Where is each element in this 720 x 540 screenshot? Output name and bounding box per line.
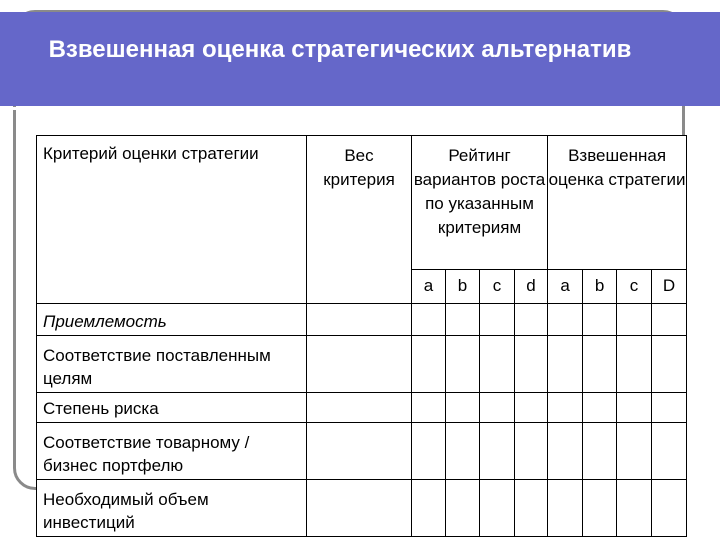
rating-cell — [412, 336, 446, 393]
title-underline — [0, 107, 636, 110]
weight-cell — [307, 393, 412, 423]
weighted-cell — [617, 480, 652, 537]
rating-col-c: c — [480, 270, 515, 304]
weighted-cell — [652, 480, 687, 537]
weighted-col-c: c — [617, 270, 652, 304]
header-criterion: Критерий оценки стратегии — [37, 136, 307, 304]
weighted-cell — [548, 304, 583, 336]
weighted-cell — [583, 336, 617, 393]
rating-col-d: d — [515, 270, 548, 304]
weighted-cell — [617, 423, 652, 480]
weighted-cell — [548, 423, 583, 480]
weight-cell — [307, 336, 412, 393]
criterion-goals-fit: Соответствие поставленным целям — [37, 336, 307, 393]
table-row — [37, 304, 687, 336]
weighted-col-b: b — [583, 270, 617, 304]
rating-cell — [480, 304, 515, 336]
weight-cell — [307, 423, 412, 480]
rating-cell — [446, 393, 480, 423]
weighted-cell — [548, 336, 583, 393]
weighted-cell — [652, 336, 687, 393]
header-rating: Рейтинг вариантов роста по указанным критериям — [412, 136, 548, 270]
weighted-cell — [583, 480, 617, 537]
weighted-evaluation-table — [36, 135, 687, 537]
rating-cell — [480, 480, 515, 537]
title-band — [0, 12, 720, 106]
rating-cell — [412, 304, 446, 336]
weighted-cell — [617, 393, 652, 423]
criterion-risk: Степень риска — [37, 393, 307, 423]
rating-col-a: a — [412, 270, 446, 304]
weighted-cell — [617, 304, 652, 336]
header-weighted: Взвешенная оценка стратегии — [548, 136, 687, 270]
rating-cell — [446, 423, 480, 480]
weighted-cell — [583, 423, 617, 480]
weighted-col-d: D — [652, 270, 687, 304]
slide-title: Взвешенная оценка стратегических альтернатив — [48, 36, 632, 63]
weighted-cell — [652, 423, 687, 480]
rating-cell — [446, 304, 480, 336]
criterion-acceptability: Приемлемость — [37, 304, 307, 336]
weighted-cell — [617, 336, 652, 393]
rating-cell — [515, 304, 548, 336]
weighted-cell — [548, 393, 583, 423]
rating-cell — [412, 480, 446, 537]
weighted-col-a: a — [548, 270, 583, 304]
rating-col-b: b — [446, 270, 480, 304]
rating-cell — [515, 336, 548, 393]
weighted-cell — [548, 480, 583, 537]
rating-cell — [515, 480, 548, 537]
rating-cell — [515, 423, 548, 480]
rating-cell — [515, 393, 548, 423]
table-row — [37, 336, 687, 393]
rating-cell — [412, 423, 446, 480]
table-row — [37, 423, 687, 480]
table-row — [37, 393, 687, 423]
rating-cell — [412, 393, 446, 423]
header-weight: Вес критерия — [307, 136, 412, 304]
rating-cell — [480, 393, 515, 423]
criterion-portfolio-fit: Соответствие товарному / бизнес портфелю — [37, 423, 307, 480]
rating-cell — [480, 336, 515, 393]
criterion-investment: Необходимый объем инвестиций — [37, 480, 307, 537]
header-row — [37, 136, 687, 270]
rating-cell — [446, 336, 480, 393]
weighted-cell — [652, 304, 687, 336]
weighted-cell — [652, 393, 687, 423]
weight-cell — [307, 480, 412, 537]
weighted-cell — [583, 304, 617, 336]
weighted-cell — [583, 393, 617, 423]
weight-cell — [307, 304, 412, 336]
rating-cell — [446, 480, 480, 537]
table-row — [37, 480, 687, 537]
rating-cell — [480, 423, 515, 480]
